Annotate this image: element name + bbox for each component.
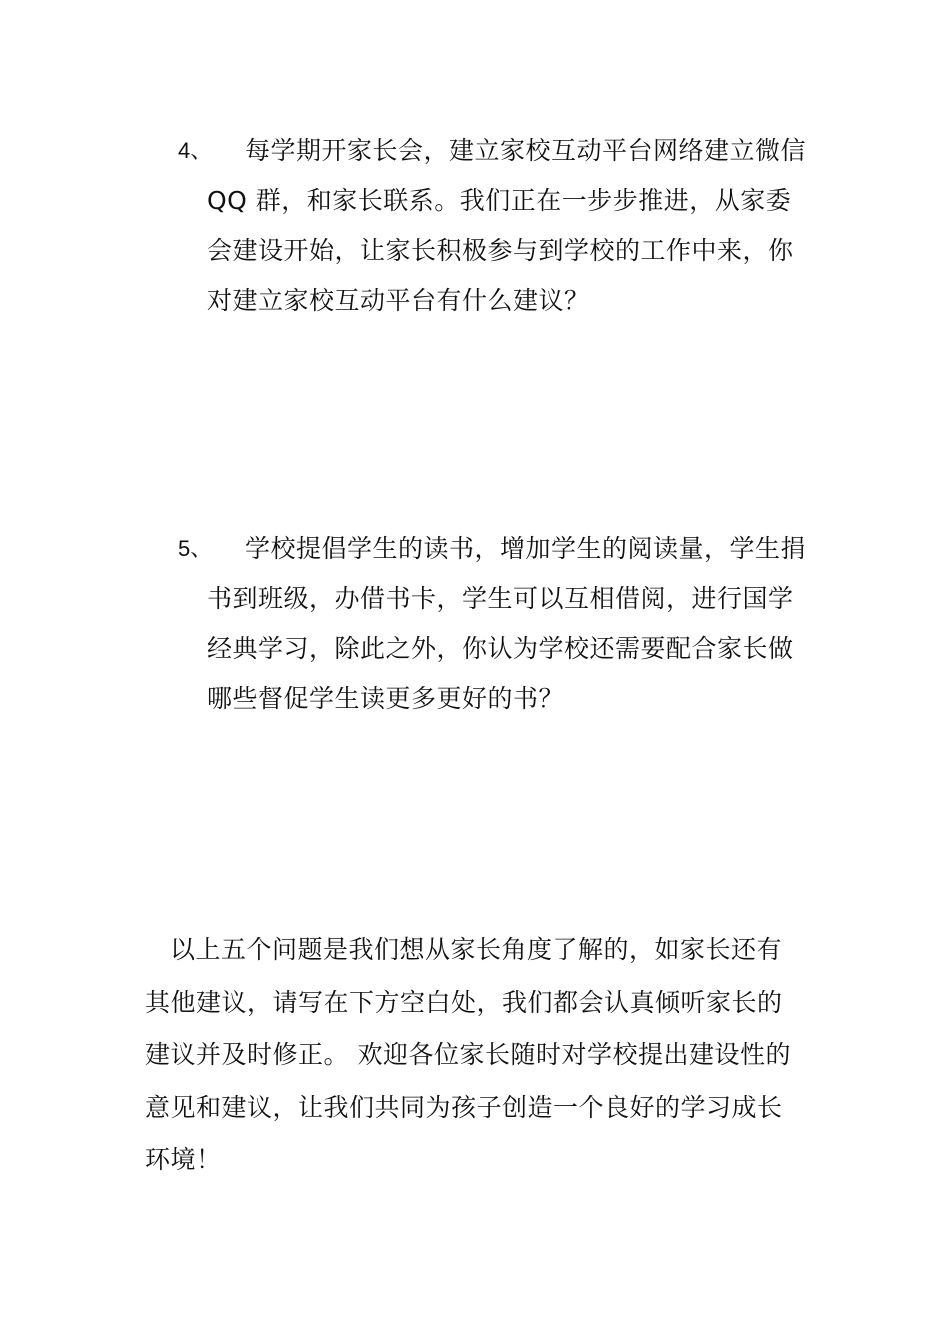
- closing-line: 以上五个问题是我们想从家长角度了解的，如家长还有: [170, 935, 783, 964]
- closing-paragraph: [145, 924, 815, 1187]
- question-line: 书到班级，办借书卡，学生可以互相借阅，进行国学: [207, 584, 794, 613]
- question-line: 每学期开家长会，建立家校互动平台网络建立微信: [245, 136, 807, 165]
- question-line: 对建立家校互动平台有什么建议？: [207, 286, 590, 315]
- closing-line: 建议并及时修正。 欢迎各位家长随时对学校提出建设性的: [145, 1040, 791, 1069]
- question-text: [207, 524, 812, 724]
- question-line: 经典学习，除此之外，你认为学校还需要配合家长做: [207, 634, 794, 663]
- question-line: 会建设开始，让家长积极参与到学校的工作中来，你: [207, 236, 794, 265]
- question-number: 4、: [178, 138, 213, 163]
- question-line: 学校提倡学生的读书，增加学生的阅读量，学生捐: [245, 534, 807, 563]
- closing-line: 环境！: [145, 1145, 222, 1174]
- question-number: 5、: [178, 536, 213, 561]
- question-line: 哪些督促学生读更多更好的书？: [207, 684, 565, 713]
- closing-line: 其他建议，请写在下方空白处，我们都会认真倾听家长的: [145, 987, 783, 1017]
- closing-line: 意见和建议，让我们共同为孩子创造一个良好的学习成长: [145, 1092, 783, 1122]
- question-text: [207, 126, 812, 326]
- question-line: QQ 群，和家长联系。我们正在一步步推进，从家委: [207, 186, 792, 215]
